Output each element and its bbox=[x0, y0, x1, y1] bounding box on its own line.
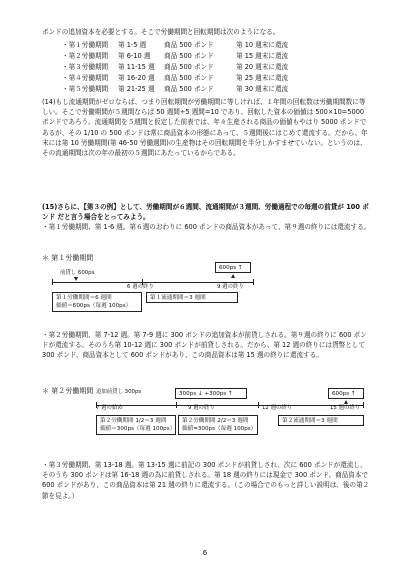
period-return: 第 15 週末に還流 bbox=[236, 52, 289, 60]
return-box: 600ps ↑ bbox=[328, 388, 364, 399]
paragraph-15-heading: (15)さらに、【第３の例】として、労働期間が６週間、流通期間が３週間、労働過程での毎週の前貸が 100 ポンド だと言う場合をとってみよう。 bbox=[42, 203, 369, 222]
labor-period-label: 第１労働期間＝6 週間 bbox=[56, 295, 112, 301]
week-label: 12 週の終り bbox=[262, 405, 293, 411]
week-label: 15 週の終り bbox=[330, 405, 361, 411]
period-name: ・第５労働期間 bbox=[62, 85, 109, 93]
labor-period-value: 価値＝300ps（毎週 100ps） bbox=[100, 426, 176, 433]
timeline-tick bbox=[52, 279, 53, 285]
period-goods: 商品 500 ポンド bbox=[164, 85, 214, 93]
period-weeks: 第 1-5 週 bbox=[118, 41, 147, 49]
period-list bbox=[62, 40, 288, 95]
period-name: ・第１労働期間 bbox=[62, 41, 109, 49]
diagram-title: ＊ 第２労働期間 bbox=[42, 387, 94, 395]
timeline-tick bbox=[258, 402, 259, 408]
period-goods: 商品 500 ポンド bbox=[164, 41, 214, 49]
period-return: 第 10 週末に還流 bbox=[236, 41, 289, 49]
week-label: 9 週の終り bbox=[188, 405, 215, 411]
timeline bbox=[96, 405, 364, 406]
diagram-title: ＊ 第１労働期間 bbox=[42, 254, 94, 262]
list-item bbox=[62, 51, 288, 62]
paragraph-third-period: ・第３労働期間、第 13-18 週。第 13-15 週に前記の 300 ポンドが前貸しされ、次に 600 ポンドが還流し、そのうち 300 ポンドは第 16-18 週の為に前貸しされる。第 18 週の終りには現金で 300 ポンド、商品資本で 600 ポンドがあり、この商品資本は第 21 週の終りに還流する。（この場合でのもっと詳しい説明は、後の第２節を見よ。） bbox=[42, 461, 370, 500]
list-item bbox=[62, 73, 288, 84]
week-label: 6 週の終り bbox=[127, 284, 154, 290]
labor-period-box bbox=[52, 292, 142, 312]
page-number: 6 bbox=[202, 549, 208, 557]
advance-label: 前貸し 600ps bbox=[60, 270, 95, 276]
period-goods: 商品 500 ポンド bbox=[164, 52, 214, 60]
labor-period-label: 第２労働期間 2/2＝3 週間 bbox=[182, 418, 249, 424]
period-return: 第 30 週末に還流 bbox=[236, 85, 289, 93]
timeline-tick bbox=[363, 402, 364, 408]
paragraph-14: (14)もし流通期間がゼロならば、つまり回転期間が労働期間に等しければ、１年間の回転数は労働期間数に等しい。そこで労働期間が５週間ならば 50 週間÷5 週間=10 であり、回転した資本の価値は 500×10=5000 ポンドであろう。流通期間を５週間と仮定した前表では、年々生産される商品の価値もやはり 5000 ポンドであるが、その 1/10 の 500 ポンドは常に商品資本の形態にあって、５週間後にはじめて還流する。だから、年末には第 10 労働期間(第 46-50 労働週間)の生産物はその回転期間を半分しかすませていない。というのは、その流通期間は次の年の最初の５週間にあたっているからである。 bbox=[42, 98, 368, 158]
return-box: 300ps ↓ +300ps ↑ bbox=[175, 388, 247, 399]
arrow-down-icon bbox=[74, 277, 78, 281]
period-weeks: 第 6-10 週 bbox=[118, 52, 151, 60]
list-item bbox=[62, 62, 288, 73]
period-name: ・第４労働期間 bbox=[62, 74, 109, 82]
week-label: 7 週の始め bbox=[96, 405, 123, 411]
period-weeks: 第 11-15 週 bbox=[118, 63, 155, 71]
period-weeks: 第 16-20 週 bbox=[118, 74, 155, 82]
period-name: ・第３労働期間 bbox=[62, 63, 109, 71]
list-item bbox=[62, 40, 288, 51]
list-item bbox=[62, 84, 288, 95]
period-goods: 商品 500 ポンド bbox=[164, 74, 214, 82]
labor-period-box bbox=[178, 415, 258, 435]
period-return: 第 25 週末に還流 bbox=[236, 74, 289, 82]
labor-period-label: 第２労働期間 1/2＝3 週間 bbox=[100, 418, 167, 424]
labor-period-box bbox=[96, 415, 176, 435]
intro-line: ポンドの追加資本を必要とする。そこで労働期間と回転期間は次のようになる。 bbox=[42, 28, 280, 36]
period-goods: 商品 500 ポンド bbox=[164, 63, 214, 71]
period-weeks: 第 21-25 週 bbox=[118, 85, 155, 93]
paragraph-second-period: ・第２労働期間、第 7-12 週。第 7-9 週に 300 ポンドの追加資本が前貸しされる。第９週の終りに 600 ポンドが還流する。そのうち第 10-12 週に 300 ポンドが前貸しされる。だから、第 12 週の終りには貨幣として 300 ポンド、商品資本として 600 ポンドがあり、この商品資本は第 15 週の終りに還流する。 bbox=[42, 331, 367, 360]
circulation-period-box: 第２流通期間＝3 週間 bbox=[278, 415, 364, 426]
labor-period-value: 価値＝600ps（毎週 100ps） bbox=[56, 303, 132, 310]
timeline-tick bbox=[253, 279, 254, 285]
advance-label: 追加前貸し 300ps bbox=[96, 389, 142, 395]
week-label: 9 週の終り bbox=[217, 284, 244, 290]
arrow-up-icon bbox=[231, 274, 235, 278]
labor-period-value: 価値=300ps（毎週 100ps） bbox=[182, 426, 257, 433]
paragraph-15-body: ・第１労働期間、第 1-6 週。第６週のおわりに 600 ポンドの商品資本があって、第９週の終りには還流する。 bbox=[42, 223, 371, 231]
period-name: ・第２労働期間 bbox=[62, 52, 109, 60]
return-box: 600ps ↑ bbox=[215, 262, 251, 273]
circulation-period-box: 第１流通期間＝3 週間 bbox=[146, 292, 238, 303]
timeline-tick bbox=[176, 402, 177, 408]
period-return: 第 20 週末に還流 bbox=[236, 63, 289, 71]
